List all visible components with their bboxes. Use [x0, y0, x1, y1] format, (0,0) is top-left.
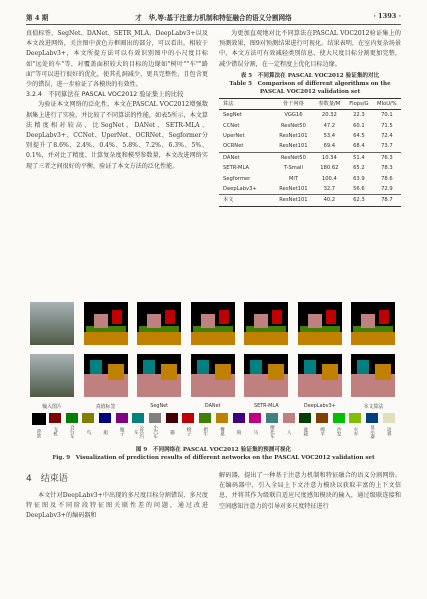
issue-number: 第 4 期 [26, 14, 49, 22]
figure-column-label: DANet [204, 403, 221, 409]
segment-region [244, 332, 288, 345]
segmentation-map [244, 302, 288, 345]
legend-item [233, 413, 245, 440]
segment-region [215, 364, 231, 380]
table-cell: 47.2 [323, 122, 336, 129]
legend-item [249, 413, 261, 440]
figure-column-labels [26, 403, 401, 411]
table-cell: ResNet50 [280, 122, 306, 129]
legend-label: 飞机 [52, 427, 58, 437]
legend-item [132, 413, 144, 440]
legend-swatch [49, 413, 61, 423]
table-cell: 40.2 [314, 195, 345, 206]
legend-item [316, 413, 328, 440]
segment-region [268, 364, 284, 380]
legend-swatch [99, 413, 111, 423]
legend-swatch [82, 413, 94, 423]
table-row [219, 163, 401, 173]
table-cell: SETR-MLA [223, 165, 250, 172]
table-cell: 65.2 [353, 165, 365, 172]
legend-label: 猫 [169, 429, 175, 435]
figure-column-label: 本文算法 [363, 404, 384, 410]
table-row [219, 195, 401, 206]
segmentation-map [84, 302, 128, 345]
legend-swatch [32, 413, 46, 425]
table-cell: ResNet50 [273, 152, 314, 163]
table-cell: 100.4 [321, 175, 337, 182]
table-cell: ResNet101 [279, 186, 308, 193]
figure-row-1 [26, 302, 401, 345]
legend-swatch [383, 413, 395, 423]
table-cell: CCNet [223, 122, 240, 129]
legend-item [49, 413, 61, 440]
legend-label: 餐桌 [219, 427, 225, 437]
segment-region [361, 314, 375, 328]
table-cell: DeepLabv3+ [223, 186, 257, 193]
subsection-heading: 3.2.4 不同算法在 PASCAL VOC2012 验证集上的比较 [26, 91, 184, 99]
legend-label: 狗 [236, 429, 242, 435]
table-cell: 20.32 [321, 112, 337, 119]
segmentation-map [244, 354, 288, 397]
table-cell: SegNet [223, 112, 242, 119]
legend-swatch [199, 413, 211, 423]
table-cell: 76.3 [373, 152, 401, 163]
legend-item [383, 413, 395, 440]
legend-item [299, 413, 311, 440]
legend-label: 椅子 [186, 427, 192, 437]
table-cell: 71.5 [381, 122, 393, 129]
segmentation-map [191, 354, 235, 397]
table-cell: 22.3 [353, 112, 365, 119]
conclusion-left: 本文针对DeepLabv3+中出现的多尺度目标分割错误、多尺度特征图及不同阶段特征图关联性差的问题，通过改进DeepLabv3+的编码器和 [26, 492, 208, 520]
table-cell: 60.1 [353, 122, 365, 129]
table-cell: VGG16 [284, 112, 303, 119]
legend-item [266, 413, 278, 440]
segment-region [90, 360, 102, 374]
figure-caption [26, 447, 401, 463]
segment-region [143, 360, 155, 374]
figure-column-label: 真值标签 [95, 404, 116, 410]
segment-region [375, 364, 391, 380]
table-cell: Segformer [223, 175, 251, 182]
segment-region [298, 332, 342, 345]
legend-item [283, 413, 295, 440]
legend-label: 马 [252, 429, 258, 435]
table-cell: 64.5 [353, 133, 365, 140]
left-column [26, 29, 208, 172]
table-cell: ResNet101 [279, 133, 308, 140]
legend-label: 奶牛 [202, 427, 208, 437]
legend-label: 背景 [35, 429, 41, 439]
segment-region [84, 332, 128, 345]
table-body [219, 110, 401, 207]
segmentation-map [351, 354, 395, 397]
table-cell: MiT [288, 175, 298, 182]
legend-item [199, 413, 211, 440]
legend-label: 瓶子 [119, 427, 125, 437]
segment-region [357, 360, 369, 374]
figure-9 [26, 302, 401, 442]
header-rule [26, 24, 401, 25]
segment-region [304, 360, 316, 374]
table-row [219, 131, 401, 141]
segment-region [351, 332, 395, 345]
table-cell: 68.4 [353, 143, 365, 150]
legend-swatch [66, 413, 78, 423]
legend-swatch [249, 413, 261, 423]
page-number: · 1393 · [373, 12, 401, 20]
legend-swatch [182, 413, 194, 423]
table-caption-en: Table 5 Comparison of different algorithms on the PASCAL VOC2012 validation set [229, 80, 391, 95]
legend-label: 盆栽 [302, 427, 308, 437]
table-cell: 32.7 [323, 186, 336, 193]
right-column [219, 29, 401, 207]
input-image [30, 354, 74, 397]
legend-swatch [132, 413, 144, 423]
legend-label: 绵羊 [319, 427, 325, 437]
legend-swatch [266, 413, 278, 423]
legend-item [116, 413, 128, 440]
table-cell: UperNet [223, 133, 245, 140]
table-cell: OCRNet [223, 143, 244, 150]
color-legend [30, 413, 397, 440]
table-row [219, 184, 401, 195]
table-cell: T-Small [283, 165, 303, 172]
conclusion-right: 解码器，提出了一种基于注意力机制和特征融合的语义分割网络。在编码器中，引入全局上下文注意力模块以获取丰富的上下文信息，并将其作为级联自适应尺度感知模块的输入，通过级联连接和空间感知注意力的引导对多尺度特征进行 [219, 472, 401, 510]
segment-region [165, 310, 175, 324]
figure-column-label: SegNet [150, 403, 169, 409]
table-cell: 51.4 [345, 152, 373, 163]
segment-region [112, 310, 122, 324]
legend-label: 人 [286, 429, 292, 435]
legend-label: 船 [102, 429, 108, 435]
section-heading: 4 结束语 [26, 474, 68, 484]
legend-swatch [283, 413, 295, 423]
legend-swatch [333, 413, 345, 423]
table-cell: 70.1 [381, 112, 393, 119]
legend-swatch [166, 413, 178, 423]
legend-swatch [316, 413, 328, 423]
table-row [219, 141, 401, 152]
table-header-cell: Flops/G [345, 98, 373, 109]
legend-item [149, 413, 161, 440]
table-cell: ResNet101 [279, 143, 308, 150]
segment-region [94, 314, 108, 328]
table-row [219, 121, 401, 131]
figure-column-label: SETR-MLA [254, 403, 279, 409]
table-cell: 78.3 [381, 165, 393, 172]
segment-region [379, 310, 389, 324]
segment-region [161, 364, 177, 380]
table-cell: 180.62 [320, 165, 339, 172]
table-header-row [219, 98, 401, 109]
table-cell: 72.4 [381, 133, 393, 140]
table-header-cell: 参数量/M [314, 98, 345, 109]
table-cell: DANet [219, 152, 273, 163]
legend-label: 显示器 [369, 425, 375, 439]
table-cell: 56.6 [353, 186, 365, 193]
legend-item [66, 413, 78, 440]
segmentation-map [191, 302, 235, 345]
table-cell: 62.3 [345, 195, 373, 206]
segment-region [308, 314, 322, 328]
table-cell: 10.34 [314, 152, 345, 163]
segmentation-map [298, 354, 342, 397]
table-cell: 72.9 [381, 186, 393, 193]
body-paragraph: 为更加直观地对比不同算法在PASCAL VOC2012验证集上的预测效果，图9对预测结果进行可视化。结果表明，在室内复杂场景中，本文方法可有效减轻类别信息，使大尺度目标分割更加完整，减少错误分割，在一定程度上优化目标边缘。 [219, 30, 401, 68]
segment-region [108, 364, 124, 380]
table-header-cell: 算法 [219, 98, 273, 109]
segmentation-map [137, 354, 181, 397]
input-image [30, 302, 74, 345]
table-row [219, 174, 401, 184]
legend-item [32, 413, 44, 440]
table-cell: 73.7 [381, 143, 393, 150]
running-title: 才 华,等:基于注意力机制和特征融合的语义分割网络 [135, 14, 292, 22]
segment-region [147, 314, 161, 328]
table-cell: 78.7 [373, 195, 401, 206]
table-cell: 69.4 [323, 143, 336, 150]
legend-swatch [233, 413, 245, 423]
legend-item [182, 413, 194, 440]
legend-item [349, 413, 361, 440]
table-row [219, 110, 401, 121]
table-header-cell: MIoU/% [373, 98, 401, 109]
segment-region [201, 314, 215, 328]
body-paragraph: 真值标签，SegNet、DANet、SETR_MLA、DeepLabv3+以及本文改进网络，关注图中黄色方框圈出的部分，可以看出，相较于DeepLabv3+，本文所提方法可以有效识别图中的小尺度目标如"远处的车"等，对覆盖面积较大的目标的边缘如"树叶""车""路面"等可以进行很好的优化，使其孔洞减少，更具完整性，且包含更少的错误，进一步验证了各模块的有效性。 [26, 30, 208, 89]
figure-column-label: DeepLabv3+ [303, 403, 336, 409]
legend-label: 沙发 [336, 427, 342, 437]
segment-region [250, 360, 262, 374]
table-cell: 53.4 [323, 133, 336, 140]
table-cell: 78.6 [381, 175, 393, 182]
segment-region [322, 364, 338, 380]
legend-swatch [349, 413, 361, 423]
body-paragraph: 为验证本文网络的泛化性，本文在PASCAL VOC2012增强数据集上进行了实验，并比较了不同算法的性能，如表5所示，本文算法精度相对较高，比SegNet、DANet、SETR-MLA、DeepLabv3+、CCNet、UperNet、OCRNet、Segformer分别提升了8.6%、2.4%、0.4%、5.8%、7.2%、6.3%、5%、0.1%，并对比了精度、计算复杂度和模型参数量，本文改进网络实现了三者之间很好的平衡，验证了本文方法的泛化性能。 [26, 101, 208, 170]
figure-caption-en: Fig. 9 Visualization of prediction results of different networks on the PASCAL VOC2012 validation set [52, 454, 375, 461]
segmentation-map [351, 302, 395, 345]
figure-row-2 [26, 354, 401, 397]
segment-region [137, 332, 181, 345]
legend-label: 火车 [352, 427, 358, 437]
legend-swatch [299, 413, 311, 423]
segmentation-map [84, 354, 128, 397]
segmentation-map [137, 302, 181, 345]
figure-caption-cn: 图 9 不同网络在 PASCAL VOC2012 验证集的预测可视化 [135, 447, 292, 453]
legend-label: 鸟 [85, 429, 91, 435]
table-cell: 本文 [219, 195, 273, 206]
legend-label: 公共汽车 [133, 425, 144, 439]
legend-item [166, 413, 178, 440]
legend-item [366, 413, 378, 440]
segment-region [219, 310, 229, 324]
legend-swatch [216, 413, 228, 423]
comparison-table [219, 98, 401, 207]
segment-region [326, 310, 336, 324]
legend-item [82, 413, 94, 440]
legend-item [216, 413, 228, 440]
legend-item [333, 413, 345, 440]
table-caption-cn: 表 5 不同算法在 PASCAL VOC2012 验证集的对比 [240, 72, 380, 79]
table-header-cell: 骨干网络 [273, 98, 314, 109]
legend-swatch [116, 413, 128, 423]
table-row [219, 152, 401, 163]
legend-label: 小汽车 [152, 425, 158, 439]
legend-item [99, 413, 111, 440]
table-cell: ResNet101 [273, 195, 314, 206]
segmentation-map [298, 302, 342, 345]
legend-label: 摩托车 [269, 425, 275, 439]
table-cell: 63.9 [353, 175, 365, 182]
segment-region [254, 314, 268, 328]
legend-swatch [366, 413, 378, 423]
figure-column-label: 输入图片 [42, 404, 62, 410]
segment-region [191, 332, 235, 345]
legend-label: 自行车 [69, 425, 75, 439]
segment-region [272, 310, 282, 324]
legend-swatch [149, 413, 161, 423]
segment-region [197, 360, 209, 374]
legend-label: 边界 [386, 427, 392, 437]
